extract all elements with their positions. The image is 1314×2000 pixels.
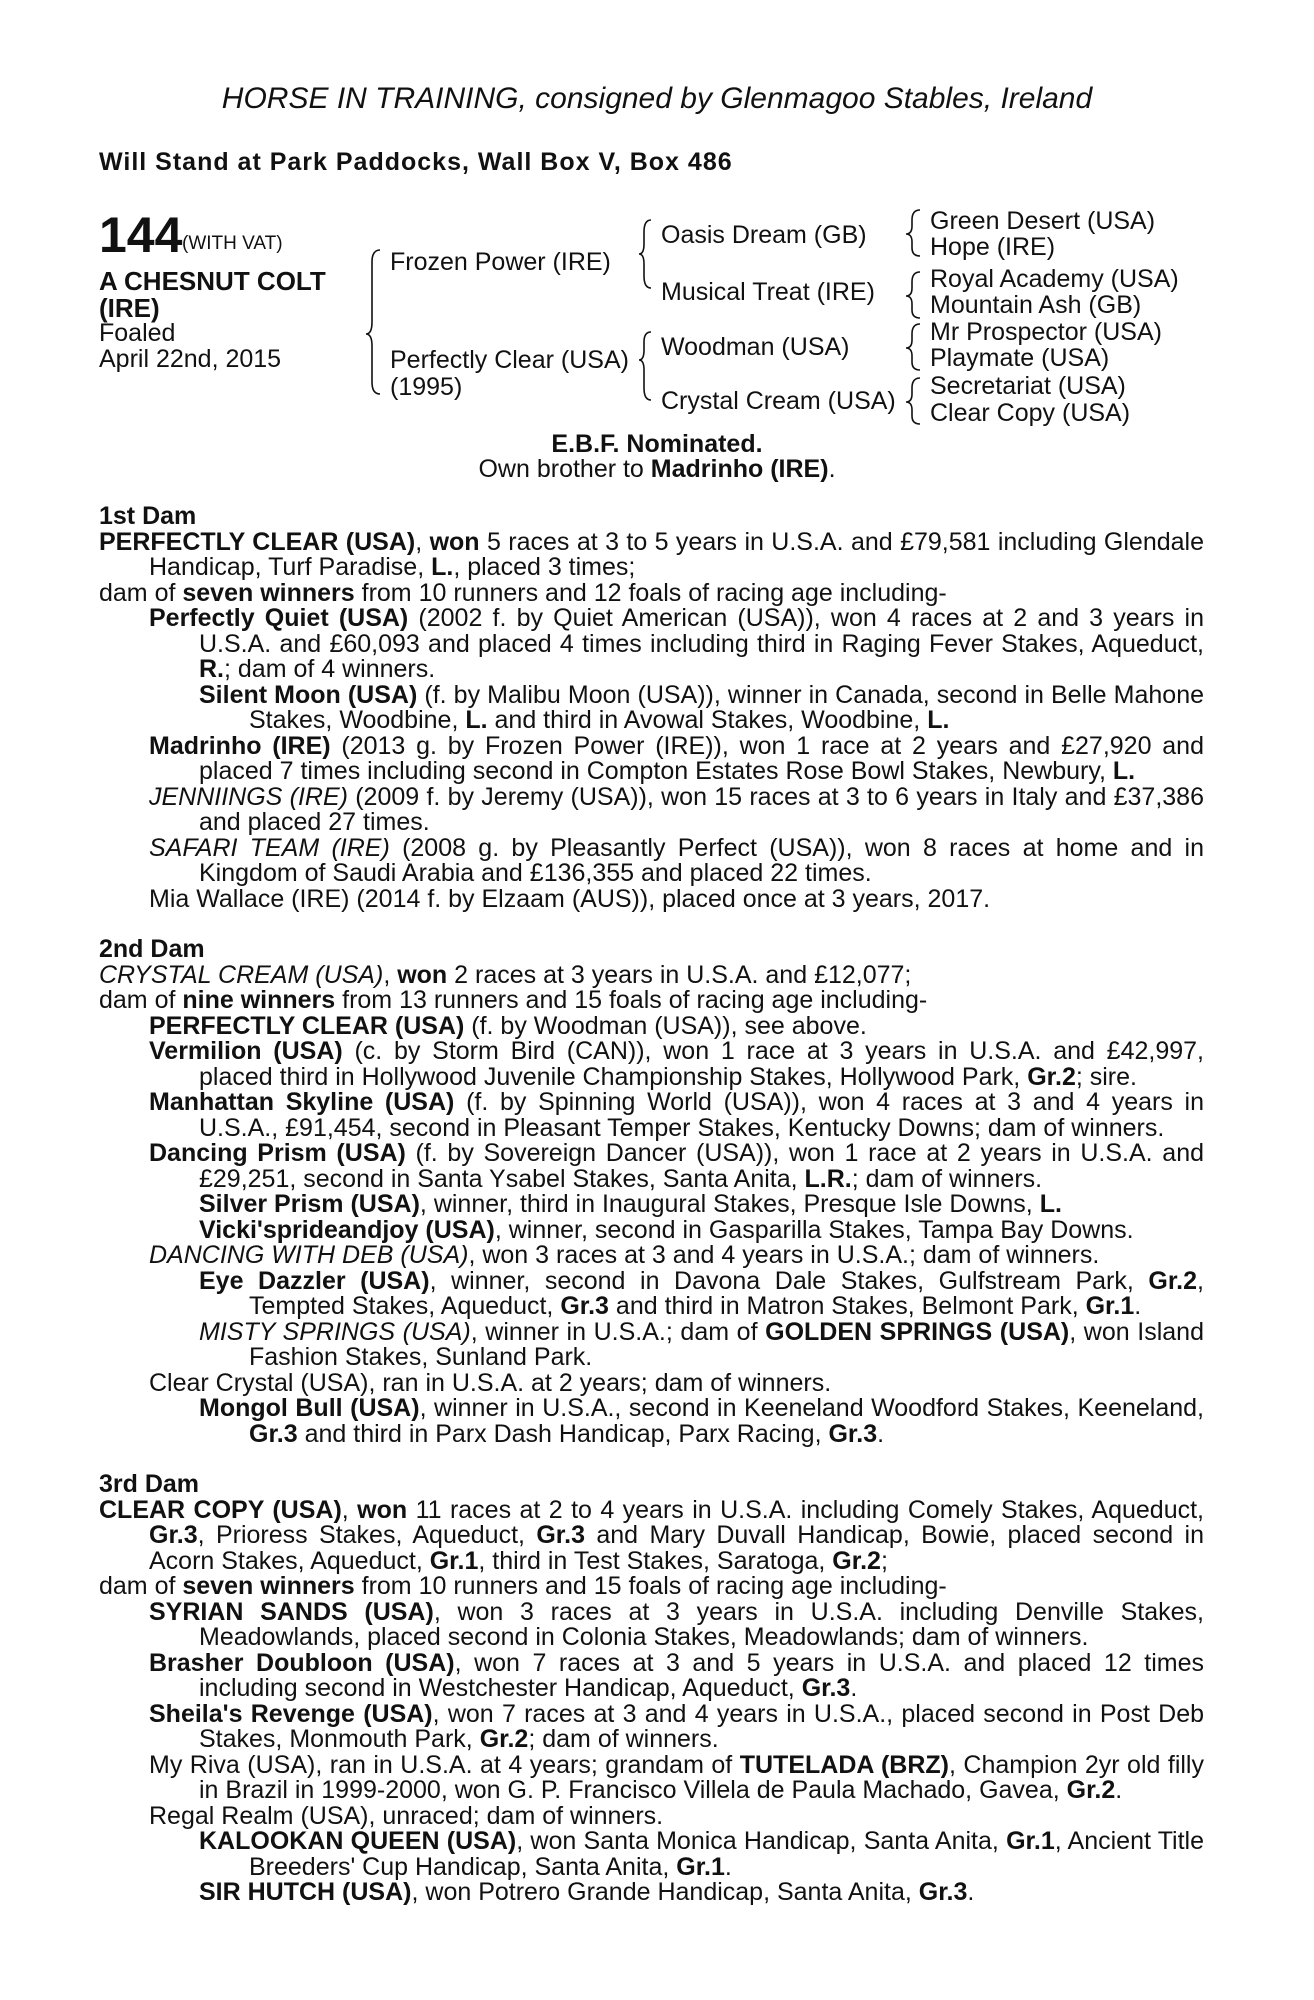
entry-text: (f. by Sovereign Dancer (USA)), won 1 race at 2 years in U.S.A. and £29,251, second in Santa Ysabel Stakes, Santa Anita, [199,1139,1204,1193]
entry-text: Gr.3 [149,1521,198,1549]
pedigree-sire-dam: Musical Treat (IRE) [661,278,875,306]
family-entry [99,782,1204,836]
entry-text: Clear Crystal (USA), ran in U.S.A. at 2 years; dam of winners. [149,1368,832,1397]
entry-text: Gr.1 [429,1546,479,1575]
entry-text: from 10 runners and 15 foals of racing age including- [354,1572,947,1600]
entry-text: Gr.3 [536,1521,585,1549]
foaled-date: April 22nd, 2015 [99,345,282,373]
entry-text: Dancing Prism (USA) [149,1139,406,1167]
entry-text: , Champion 2yr old filly in Brazil in 1999-2000, won G. P. Francisco Villela de Paula Machado, Gavea, [199,1750,1204,1804]
entry-text: won [429,527,480,556]
bracket-ds [906,324,920,370]
family-entry [99,1011,1204,1040]
pedigree-dam-year: (1995) [390,373,463,401]
family-entry [99,1215,1204,1244]
lot-number: 144 [99,207,183,263]
entry-text: JENNIINGS (IRE) [149,782,348,811]
entry-text: Gr.2 [1148,1266,1198,1295]
entry-text: Gr.1 [1085,1292,1135,1320]
entry-text: Gr.2 [1066,1776,1116,1804]
entry-text: (f. by Woodman (USA)), see above. [464,1011,867,1040]
entry-text: CRYSTAL CREAM (USA) [99,960,384,989]
entry-text: Perfectly Quiet (USA) [149,604,409,632]
entry-text: Gr.2 [479,1725,529,1753]
family-entry [99,1141,1204,1192]
pedigree-dss: Mr Prospector (USA) [930,318,1162,346]
entry-text: ; [880,1546,888,1575]
entry-text: Gr.3 [828,1419,878,1448]
entry-text: , won Island Fashion Stakes, Sunland Park. [249,1317,1204,1371]
entry-text: Gr.3 [801,1674,851,1702]
catalogue-header: HORSE IN TRAINING, consigned by Glenmagoo Stables, Ireland [221,82,1093,115]
entry-text: R. [199,655,224,683]
entry-text: , winner, third in Inaugural Stakes, Presque Isle Downs, [419,1190,1040,1218]
entry-text: . [1134,1292,1142,1320]
entry-text: dam of [99,578,183,607]
section-spacer [99,912,1204,937]
entry-text: (2009 f. by Jeremy (USA)), won 15 races at 3 to 6 years in Italy and £37,386 and placed 27 times. [199,782,1204,836]
entry-text: and third in Avowal Stakes, Woodbine, [487,706,928,734]
entry-text: L. [431,553,454,581]
family-entry [99,1396,1204,1447]
family-entry [99,1750,1204,1804]
entry-text: DANCING WITH DEB (USA) [149,1241,469,1269]
family-entry [99,960,1204,989]
entry-text: L. [1039,1190,1062,1218]
entry-text: , won 7 races at 3 and 4 years in U.S.A., placed second in Post Deb Stakes, Monmouth Park, [199,1699,1204,1753]
entry-text: (2002 f. by Quiet American (USA)), won 4 races at 2 and 3 years in U.S.A. and £60,093 and placed 4 times including third in Raging Fever Stakes, Aqueduct, [199,604,1204,658]
entry-text: Manhattan Skyline (USA) [149,1088,455,1116]
entry-text: My Riva (USA), ran in U.S.A. at 4 years; grandam of [149,1750,740,1779]
entry-text: Gr.3 [560,1292,609,1320]
pedigree-dam: Perfectly Clear (USA) [390,346,629,374]
entry-text: PERFECTLY CLEAR (USA) [149,1011,465,1040]
entry-text: SYRIAN SANDS (USA) [149,1597,434,1626]
entry-text: (2008 g. by Pleasantly Perfect (USA)), won 8 races at home and in Kingdom of Saudi Arabia and £136,355 and placed 22 times. [199,833,1204,887]
family-entry [99,1039,1204,1090]
entry-text: . [967,1878,975,1906]
brother-note: Own brother to Madrinho (IRE). [478,455,836,483]
lot-title: A CHESNUT COLT [99,266,326,296]
entry-text: 2 races at 3 years in U.S.A. and £12,077; [447,960,912,989]
stand-location: Will Stand at Park Paddocks, Wall Box V, Box 486 [99,148,733,176]
entry-text: TUTELADA (BRZ) [739,1750,949,1779]
entry-text: Gr.2 [1027,1062,1076,1091]
vat-note: (WITH VAT) [182,233,283,254]
foaled-label: Foaled [99,319,176,347]
pedigree-sire-sire: Oasis Dream (GB) [661,221,867,249]
entry-text: ; dam of winners. [851,1164,1043,1193]
family-entry [99,1574,1204,1600]
entry-text: seven winners [182,1572,355,1600]
section-spacer [99,1447,1204,1472]
entry-text: Eye Dazzler (USA) [199,1266,430,1295]
pedigree-sdd: Mountain Ash (GB) [930,291,1142,319]
pedigree-ssd: Hope (IRE) [930,233,1056,261]
family-entry [99,988,1204,1014]
family-entry [99,884,1204,913]
entry-text: ; sire. [1075,1062,1137,1091]
entry-text: (2013 g. by Frozen Power (IRE)), won 1 race at 2 years and £27,920 and placed 7 times including second in Compton Estates Rose Bowl Stakes, Newbury, [199,731,1204,785]
entry-text: dam of [99,986,183,1014]
family-entry [99,1648,1204,1702]
pedigree-dds: Secretariat (USA) [930,372,1126,400]
entry-text: Mia Wallace (IRE) (2014 f. by Elzaam (AUS)), placed once at 3 years, 2017. [149,884,991,913]
family-entry [99,1317,1204,1371]
entry-text: from 13 runners and 15 foals of racing age including- [335,986,928,1014]
entry-text: Gr.1 [1006,1827,1055,1855]
pedigree-dam-dam: Crystal Cream (USA) [661,387,896,415]
entry-text: nine winners [182,986,336,1014]
entry-text: (f. by Malibu Moon (USA)), winner in Canada, second in Belle Mahone Stakes, Woodbine, [249,680,1204,734]
entry-text: SIR HUTCH (USA) [199,1878,412,1906]
family-entry [99,1880,1204,1906]
entry-text: , won Potrero Grande Handicap, Santa Anita, [411,1878,919,1906]
bracket-sd [906,272,920,318]
family-entry [99,680,1204,734]
entry-text: SAFARI TEAM (IRE) [149,833,390,862]
entry-text: Gr.2 [832,1546,881,1575]
entry-text: ; dam of 4 winners. [224,655,436,683]
entry-text: won [357,1495,408,1524]
entry-text: , won 3 races at 3 years in U.S.A. including Denville Stakes, Meadowlands, placed second in Colonia Stakes, Meadowlands; dam of winners. [199,1597,1205,1651]
entry-text: Vermilion (USA) [149,1037,343,1065]
entry-text: , winner in U.S.A.; dam of [470,1317,766,1346]
entry-text: , won 7 races at 3 and 5 years in U.S.A. and placed 12 times including second in Westchester Handicap, Aqueduct, [199,1648,1204,1702]
entry-text: ; dam of winners. [528,1725,719,1753]
bracket-sire [639,220,651,288]
family-entry [99,527,1204,581]
entry-text: . [724,1852,732,1881]
family-entry [99,1266,1204,1320]
family-entry [99,1699,1204,1753]
entry-text: 11 races at 2 to 4 years in U.S.A. including Comely Stakes, Aqueduct, [407,1495,1204,1524]
family-entry [99,1192,1204,1218]
entry-text: won [397,960,448,989]
family-entry [99,606,1204,683]
entry-text: Gr.3 [918,1878,968,1906]
pedigree-ddd: Clear Copy (USA) [930,399,1131,427]
family-entry [99,1801,1204,1830]
entry-text: Silver Prism (USA) [199,1190,420,1218]
entry-text: Mongol Bull (USA) [199,1394,420,1422]
entry-text: , Tempted Stakes, Aqueduct, [249,1266,1204,1320]
family-entry [99,1090,1204,1141]
family-entry [99,1829,1204,1880]
entry-text: Madrinho (IRE) [149,731,331,760]
entry-text: and third in Parx Dash Handicap, Parx Racing, [297,1419,829,1448]
entry-text: , winner, second in Davona Dale Stakes, Gulfstream Park, [429,1266,1149,1295]
bracket-ss [906,210,920,256]
entry-text: KALOOKAN QUEEN (USA) [199,1827,517,1855]
entry-text: , placed 3 times; [453,553,636,581]
entry-text: CLEAR COPY (USA) [99,1495,342,1524]
entry-text: (c. by Storm Bird (CAN)), won 1 race at 3 years in U.S.A. and £42,997, placed third in Hollywood Juvenile Championship Stakes, Hollywood Park, [199,1037,1204,1091]
entry-text: , Ancient Title Breeders' Cup Handicap, Santa Anita, [249,1827,1205,1881]
section-title: 2nd Dam [99,935,205,963]
family-sections [99,504,1204,1906]
pedigree-dsd: Playmate (USA) [930,344,1110,372]
entry-text: Regal Realm (USA), unraced; dam of winners. [149,1801,664,1830]
entry-text: dam of [99,1572,183,1600]
entry-text: Gr.1 [676,1852,725,1881]
pedigree-sds: Royal Academy (USA) [930,265,1179,293]
entry-text: L. [465,706,488,734]
entry-text: , won Santa Monica Handicap, Santa Anita, [516,1827,1007,1855]
entry-text: and Mary Duvall Handicap, Bowie, placed second in Acorn Stakes, Aqueduct, [149,1521,1205,1575]
entry-text: 5 races at 3 to 5 years in U.S.A. and £79,581 including Glendale Handicap, Turf Paradise, [149,527,1204,581]
entry-text: L. [1112,757,1136,785]
bracket-dam [639,332,651,400]
entry-text: Vicki'sprideandjoy (USA) [199,1215,495,1244]
entry-text: . [850,1674,858,1702]
entry-text: . [877,1419,885,1448]
family-entry [99,1495,1205,1575]
family-entry [99,1368,1204,1397]
brother-name: Madrinho (IRE) [650,455,829,483]
entry-text: from 10 runners and 12 foals of racing age including- [354,578,947,607]
entry-text: PERFECTLY CLEAR (USA) [99,527,416,556]
family-entry [99,731,1204,785]
lot-title-origin: (IRE) [99,293,160,323]
pedigree-sire: Frozen Power (IRE) [390,248,611,276]
entry-text: L. [927,706,950,734]
entry-text: GOLDEN SPRINGS (USA) [765,1317,1070,1346]
family-entry [99,833,1204,887]
entry-text: , [383,960,398,989]
entry-text: . [1115,1776,1123,1804]
family-entry [99,1243,1204,1269]
entry-text: Sheila's Revenge (USA) [149,1699,433,1728]
section-title: 3rd Dam [99,1470,200,1498]
entry-text: Silent Moon (USA) [199,680,418,709]
entry-text: , [415,527,430,556]
entry-text: , winner in U.S.A., second in Keeneland Woodford Stakes, Keeneland, [419,1394,1204,1422]
bracket-gen1 [366,250,380,394]
pedigree-dam-sire: Woodman (USA) [661,333,850,361]
family-entry [99,578,1204,607]
section-title: 1st Dam [99,502,197,530]
entry-text: , Prioress Stakes, Aqueduct, [197,1521,537,1549]
entry-text: , winner, second in Gasparilla Stakes, Tampa Bay Downs. [494,1215,1134,1244]
entry-text: Gr.3 [249,1419,298,1448]
bracket-dd [906,378,920,424]
entry-text: seven winners [182,578,355,607]
ebf-note: E.B.F. Nominated. [551,430,763,458]
entry-text: , won 3 races at 3 and 4 years in U.S.A.; dam of winners. [468,1241,1100,1269]
entry-text: , [341,1495,358,1524]
entry-text: , third in Test Stakes, Saratoga, [478,1546,833,1575]
entry-text: Brasher Doubloon (USA) [149,1648,455,1677]
entry-text: and third in Matron Stakes, Belmont Park, [608,1292,1086,1320]
pedigree-sss: Green Desert (USA) [930,207,1156,235]
entry-text: MISTY SPRINGS (USA) [199,1317,471,1346]
entry-text: L.R. [804,1164,852,1193]
family-entry [99,1597,1205,1651]
entry-text: (f. by Spinning World (USA)), won 4 races at 3 and 4 years in U.S.A., £91,454, second in Pleasant Temper Stakes, Kentucky Downs; dam of winners. [199,1088,1204,1142]
